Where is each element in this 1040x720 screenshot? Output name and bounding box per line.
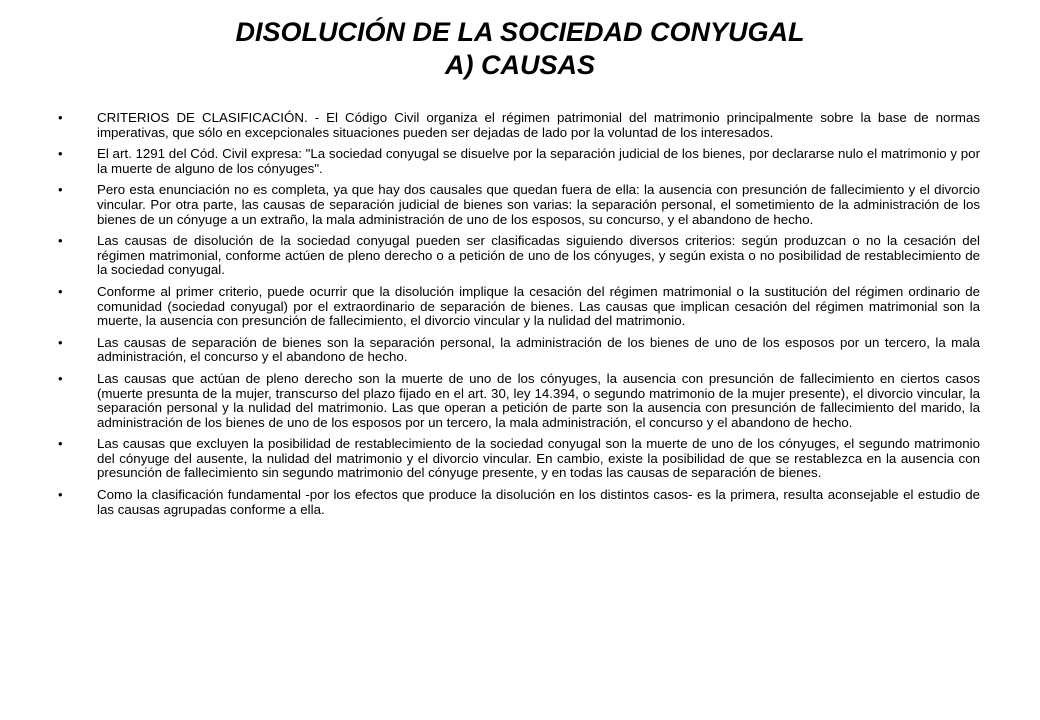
bullet-item-separacion-bienes <box>58 336 980 365</box>
paragraph-text: Conforme al primer criterio, puede ocurrir que la disolución implique la cesación del régimen matrimonial o la sustitución del régimen ordinario de comunidad (sociedad conyugal) por el extraordinario de separación de bienes. Las causas que implican cesación del régimen matrimonial son la muerte, la ausencia con presunción de fallecimiento, el divorcio vincular y la nulidad del matrimonio. <box>97 283 980 329</box>
bullet-list <box>58 111 980 524</box>
bullet-item-primer-criterio <box>58 285 980 329</box>
paragraph-text: Las causas que actúan de pleno derecho son la muerte de uno de los cónyuges, la ausencia con presunción de fallecimiento en ciertos casos (muerte presunta de la mujer, transcurso del plazo fijado en el art. 30, ley 14.394, o segundo matrimonio de la mujer presente), el divorcio vincular, la separación personal y la nulidad del matrimonio. Las que operan a petición de parte son la ausencia con presunción de fallecimiento del marido, la administración de los bienes de uno de los esposos por un tercero, la mala administración, el concurso y el abandono de hecho. <box>97 370 980 430</box>
bullet-icon: • <box>58 436 63 452</box>
paragraph-text: CRITERIOS DE CLASIFICACIÓN. - El Código Civil organiza el régimen patrimonial del matrimonio principalmente sobre la base de normas imperativas, que sólo en excepcionales situaciones pueden ser dejadas de lado por la voluntad de los interesados. <box>97 110 980 140</box>
bullet-icon: • <box>58 370 63 386</box>
paragraph-text: Pero esta enunciación no es completa, ya que hay dos causales que quedan fuera de ella: la ausencia con presunción de fallecimiento y el divorcio vincular. Por otra parte, las causas de separación judicial de bienes son varias: la separación personal, el sometimiento de la administración de los bienes de un cónyuge a un extraño, la mala administración de uno de los esposos, su concurso, y el abandono de hecho. <box>97 182 980 227</box>
paragraph-text: Las causas que excluyen la posibilidad de restablecimiento de la sociedad conyugal son la muerte de uno de los cónyuges, el segundo matrimonio del cónyuge del ausente, la nulidad del matrimonio y el divorcio vincular. En cambio, existe la posibilidad de que se restablezca en la ausencia con presunción de fallecimiento sin segundo matrimonio del cónyuge presente, y en todas las causas de separación de bienes. <box>97 436 980 481</box>
paragraph-text: El art. 1291 del Cód. Civil expresa: "La sociedad conyugal se disuelve por la separación judicial de los bienes, por declararse nulo el matrimonio y por la muerte de alguno de los cónyuges". <box>97 146 980 176</box>
bullet-icon: • <box>58 334 63 350</box>
bullet-item-restablecimiento <box>58 437 980 481</box>
bullet-item-pleno-derecho <box>58 372 980 430</box>
bullet-icon: • <box>58 487 63 503</box>
bullet-icon: • <box>58 283 63 299</box>
bullet-item-art-1291 <box>58 147 980 176</box>
bullet-icon: • <box>58 146 63 162</box>
slide-title <box>0 16 1040 82</box>
bullet-icon: • <box>58 110 63 125</box>
bullet-item-conclusion <box>58 488 980 517</box>
paragraph-text: Las causas de disolución de la sociedad conyugal pueden ser clasificadas siguiendo diversos criterios: según produzcan o no la cesación del régimen matrimonial, conforme actúen de pleno derecho o a petición de uno de los cónyuges, y según exista o no posibilidad de restablecimiento de la sociedad conyugal. <box>97 233 980 278</box>
bullet-item-enunciacion <box>58 183 980 227</box>
bullet-item-clasificacion <box>58 234 980 278</box>
title-line-2: A) CAUSAS <box>444 50 595 80</box>
bullet-icon: • <box>58 182 63 198</box>
bullet-item-criterios <box>58 111 980 140</box>
paragraph-text: Las causas de separación de bienes son la separación personal, la administración de los bienes de uno de los esposos por un tercero, la mala administración, el concurso y el abandono de hecho. <box>97 334 980 365</box>
title-line-1: DISOLUCIÓN DE LA SOCIEDAD CONYUGAL <box>235 17 805 47</box>
bullet-icon: • <box>58 233 63 249</box>
paragraph-text: Como la clasificación fundamental -por los efectos que produce la disolución en los distintos casos- es la primera, resulta aconsejable el estudio de las causas agrupadas conforme a ella. <box>97 487 980 517</box>
